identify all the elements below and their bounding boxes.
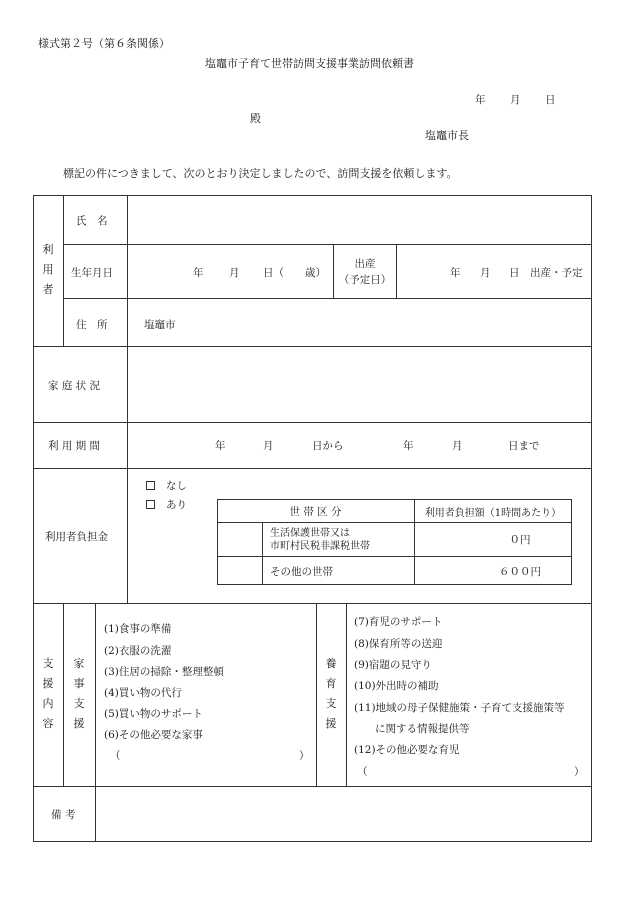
delivery-label: 出産 （予定日） bbox=[338, 258, 392, 286]
name-field[interactable] bbox=[130, 198, 588, 242]
option-none-checkbox[interactable] bbox=[146, 481, 155, 490]
row-divider bbox=[33, 468, 592, 469]
birth-year: 年 bbox=[193, 267, 204, 279]
period-from: 日から bbox=[312, 440, 344, 452]
row-divider bbox=[63, 244, 592, 245]
user-section-label: 利 用 者 bbox=[42, 243, 54, 296]
childcare-item: に関する情報提供等 bbox=[354, 723, 470, 735]
childcare-item: (8)保育所等の送迎 bbox=[354, 638, 443, 650]
burden-header-category: 世 帯 区 分 bbox=[289, 505, 342, 518]
period-month-1: 月 bbox=[263, 440, 274, 452]
childcare-other-field[interactable] bbox=[372, 762, 568, 778]
burden-table-col-divider bbox=[262, 522, 263, 585]
sender: 塩竈市長 bbox=[425, 129, 469, 142]
delivery-status: 出産・予定 bbox=[530, 267, 583, 279]
housework-item: (4)買い物の代行 bbox=[104, 687, 182, 699]
housework-item: (3)住居の掃除・整理整頓 bbox=[104, 666, 224, 678]
housework-paren-open: （ bbox=[110, 750, 121, 762]
childcare-item: (7)育児のサポート bbox=[354, 616, 443, 628]
burden-row2-category: その他の世帯 bbox=[270, 566, 333, 578]
burden-row2-amount: ６００円 bbox=[499, 565, 541, 578]
row-divider bbox=[33, 603, 592, 604]
delivery-year: 年 bbox=[450, 267, 461, 279]
date-day: 日 bbox=[545, 94, 556, 106]
period-month-2: 月 bbox=[452, 440, 463, 452]
addressee-suffix: 殿 bbox=[250, 112, 261, 125]
row-divider bbox=[33, 786, 592, 787]
remarks-label: 備 考 bbox=[51, 809, 76, 821]
option-yes-checkbox[interactable] bbox=[146, 500, 155, 509]
name-label: 氏 名 bbox=[76, 215, 108, 227]
housework-item: (5)買い物のサポート bbox=[104, 708, 203, 720]
delivery-month: 月 bbox=[480, 267, 491, 279]
birth-day-age: 日（ 歳） bbox=[263, 267, 326, 279]
col-divider bbox=[63, 195, 64, 346]
birth-label: 生年月日 bbox=[71, 267, 113, 279]
childcare-item: (11)地域の母子保健施策・子育て支援施策等 bbox=[354, 702, 565, 714]
burden-label: 利用者負担金 bbox=[45, 531, 108, 543]
childcare-item: (12)その他必要な育児 bbox=[354, 744, 460, 756]
row-divider bbox=[63, 298, 592, 299]
childcare-item: (9)宿題の見守り bbox=[354, 659, 432, 671]
housework-paren-close: ） bbox=[299, 750, 310, 762]
period-year-1: 年 bbox=[215, 440, 226, 452]
col-divider bbox=[95, 603, 96, 842]
housework-item: (1)食事の準備 bbox=[104, 623, 172, 635]
intro-text: 標記の件につきまして、次のとおり決定しましたので、訪問支援を依頼します。 bbox=[63, 167, 458, 180]
delivery-day: 日 bbox=[509, 267, 520, 279]
burden-row1-category: 生活保護世帯又は 市町村民税非課税世帯 bbox=[270, 528, 370, 552]
remarks-field[interactable] bbox=[98, 789, 588, 839]
period-year-2: 年 bbox=[403, 440, 414, 452]
childcare-paren-open: （ bbox=[357, 766, 368, 778]
family-field[interactable] bbox=[130, 349, 588, 419]
option-none-label: なし bbox=[166, 480, 187, 492]
col-divider bbox=[396, 244, 397, 298]
childcare-paren-close: ） bbox=[574, 766, 585, 778]
address-label: 住 所 bbox=[76, 319, 108, 331]
row-divider bbox=[33, 422, 592, 423]
housework-item: (2)衣服の洗濯 bbox=[104, 645, 172, 657]
housework-item: (6)その他必要な家事 bbox=[104, 729, 203, 741]
family-label: 家 庭 状 況 bbox=[48, 380, 101, 392]
childcare-label: 養 育 支 援 bbox=[325, 657, 337, 730]
document-title: 塩竈市子育て世帯訪問支援事業訪問依頼書 bbox=[205, 57, 414, 70]
date-year: 年 bbox=[475, 94, 486, 106]
date-month: 月 bbox=[510, 94, 521, 106]
option-yes-label: あり bbox=[166, 499, 187, 511]
support-section-label: 支 援 内 容 bbox=[42, 657, 54, 730]
address-value: 塩竈市 bbox=[144, 319, 176, 331]
burden-header-amount: 利用者負担額（1時間あたり） bbox=[424, 507, 562, 519]
childcare-item: (10)外出時の補助 bbox=[354, 680, 439, 692]
col-divider bbox=[316, 603, 317, 786]
col-divider bbox=[127, 195, 128, 603]
burden-row1-amount: ０円 bbox=[509, 534, 531, 546]
birth-month: 月 bbox=[229, 267, 240, 279]
period-label: 利 用 期 間 bbox=[48, 440, 101, 452]
period-until: 日まで bbox=[508, 440, 540, 452]
col-divider bbox=[346, 603, 347, 786]
row-divider bbox=[33, 346, 592, 347]
housework-label: 家 事 支 援 bbox=[73, 657, 85, 730]
col-divider bbox=[63, 603, 64, 786]
housework-other-field[interactable] bbox=[124, 746, 296, 762]
form-number: 様式第２号（第６条関係） bbox=[38, 37, 170, 50]
